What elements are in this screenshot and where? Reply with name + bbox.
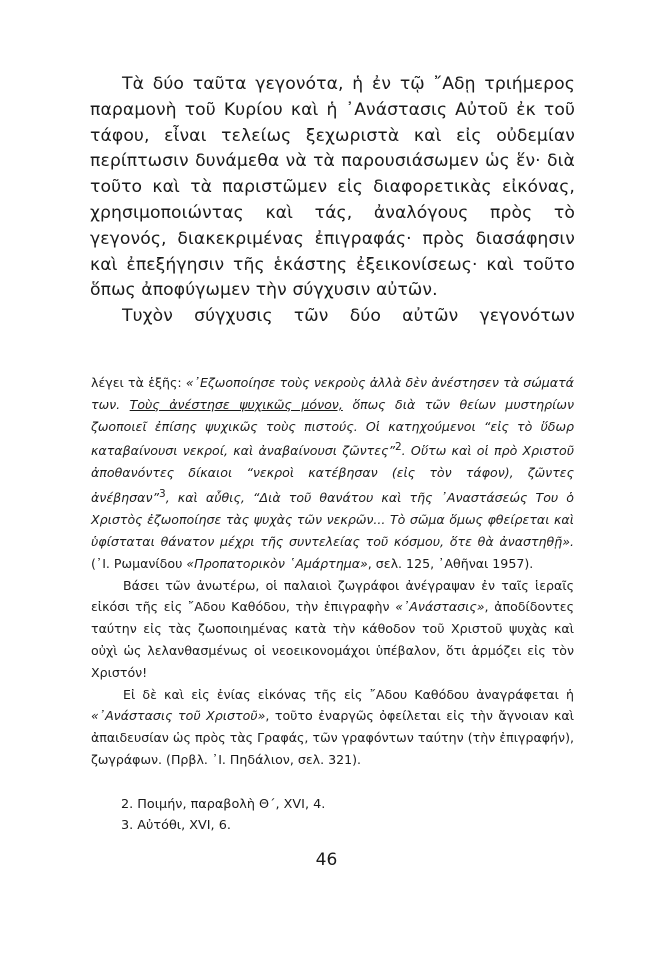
note-quote-end: , καὶ αὖθις, “Διὰ τοῦ θανάτου καὶ τῆς ᾿Αναστάσεώς Του ὁ Χριστὸς ἐζωοποίησε τὰς ψυχὰς τῶν νεκρῶν... Τὸ σῶμα ὅμως φθείρεται καὶ ὑφίσταται θάνατον μέχρι τῆς συντελείας τοῦ κόσμου, ὅτε θὰ ἀναστηθῇ». xyxy=(91,490,574,549)
footnote-3: 3. Αὐτόθι, XVI, 6. xyxy=(121,818,231,833)
footnotes xyxy=(121,794,521,836)
main-text-block xyxy=(90,72,575,330)
note-p3-start: Εἰ δὲ καὶ εἰς ἐνίας εἰκόνας τῆς εἰς ῎Αδου Καθόδου ἀναγράφεται ἡ xyxy=(123,686,574,702)
note-p3-end: , τοῦτο ἐναργῶς ὀφείλεται εἰς τὴν ἄγνοιαν καὶ ἀπαιδευσίαν ὡς πρὸς τὰς Γραφάς, τῶν γραφόντων ταύτην (τὴν ἐπιγραφήν), ζωγράφων. (Πρβλ. ᾿Ι. Πηδάλιον, σελ. 321). xyxy=(91,708,574,767)
main-paragraph-1: Τὰ δύο ταῦτα γεγονότα, ἡ ἐν τῷ ῎Αδῃ τριήμερος παραμονὴ τοῦ Κυρίου καὶ ἡ ᾿Ανάστασις Αὐτοῦ ἐκ τοῦ τάφου, εἶναι τελείως ξεχωριστὰ καὶ εἰς οὐδεμίαν περίπτωσιν δυνάμεθα νὰ τὰ παρουσιάσωμεν ὡς ἕν· διὰ τοῦτο καὶ τὰ παριστῶμεν εἰς διαφορετικὰς εἰκόνας, χρησιμοποιώντας καὶ τάς, ἀναλόγους πρὸς τὸ γεγονός, διακεκριμένας ἐπιγραφάς· πρὸς διασάφησιν καὶ ἐπεξήγησιν τῆς ἑκάστης ἐξεικονίσεως· καὶ τοῦτο ὅπως ἀποφύγωμεν τὴν σύγχυσιν αὐτῶν. xyxy=(90,74,575,301)
note-paragraph-1 xyxy=(91,372,574,575)
page-number: 46 xyxy=(315,850,338,870)
note-p2-end: , ἀποδίδοντες ταύτην εἰς τὰς ζωοποιημένας κατὰ τὴν κάθοδον τοῦ Χριστοῦ ψυχὰς καὶ οὐχὶ ὡς λελανθασμένως οἱ νεοεικονομάχοι ὑπέβαλον, ὅτι ἁρμόζει εἰς τὸν Χριστόν! xyxy=(91,599,574,680)
note-paragraph-2 xyxy=(91,575,574,684)
note-quote-continued: . Οὕτω καὶ οἱ πρὸ Χριστοῦ ἀποθανόντες δίκαιοι “νεκροὶ κατέβησαν (εἰς τὸν τάφον), ζῶντες ἀνέβησαν” xyxy=(91,443,574,506)
note-p2-inscription: «᾿Ανάστασις» xyxy=(395,599,485,615)
footnote-2: 2. Ποιμήν, παραβολὴ Θ΄, XVI, 4. xyxy=(121,797,326,812)
note-quote-middle: ὅπως διὰ τῶν θείων μυστηρίων ζωοποιεῖ ἐπίσης ψυχικῶς τοὺς πιστούς. Οἱ κατηχούμενοι “εἰς τὸ ὕδωρ καταβαίνουσι νεκροί, καὶ ἀναβαίνουσι ζῶντες” xyxy=(91,396,574,459)
note-citation-title: «Προπατορικὸν ῾Αμάρτημα» xyxy=(186,555,368,571)
note-quote-start: «᾿Εζωοποίησε τοὺς νεκροὺς ἀλλὰ δὲν ἀνέστησεν τὰ σώματά των. xyxy=(91,375,574,412)
main-paragraph-2: Τυχὸν σύγχυσις τῶν δύο αὐτῶν γεγονότων xyxy=(122,306,575,327)
note-intro: λέγει τὰ ἑξῆς: xyxy=(91,375,186,390)
quoted-note-block xyxy=(91,372,574,771)
note-p2-start: Βάσει τῶν ἀνωτέρω, οἱ παλαιοὶ ζωγράφοι ἀνέγραψαν ἐν ταῖς ἱεραῖς εἰκόσι τῆς εἰς ῎Αδου Καθόδου, τὴν ἐπιγραφὴν xyxy=(91,577,574,615)
footnote-ref-2: 2 xyxy=(394,441,402,454)
note-citation-end: , σελ. 125, ᾿Αθῆναι 1957). xyxy=(367,555,534,571)
note-paragraph-3 xyxy=(91,684,574,771)
note-p3-inscription: «᾿Ανάστασις τοῦ Χριστοῦ» xyxy=(91,708,266,724)
note-citation: (᾿Ι. Ρωμανίδου xyxy=(91,555,187,571)
footnote-ref-3: 3 xyxy=(159,488,166,501)
note-underlined-phrase: Τοὺς ἀνέστησε ψυχικῶς μόνον, xyxy=(129,396,343,412)
